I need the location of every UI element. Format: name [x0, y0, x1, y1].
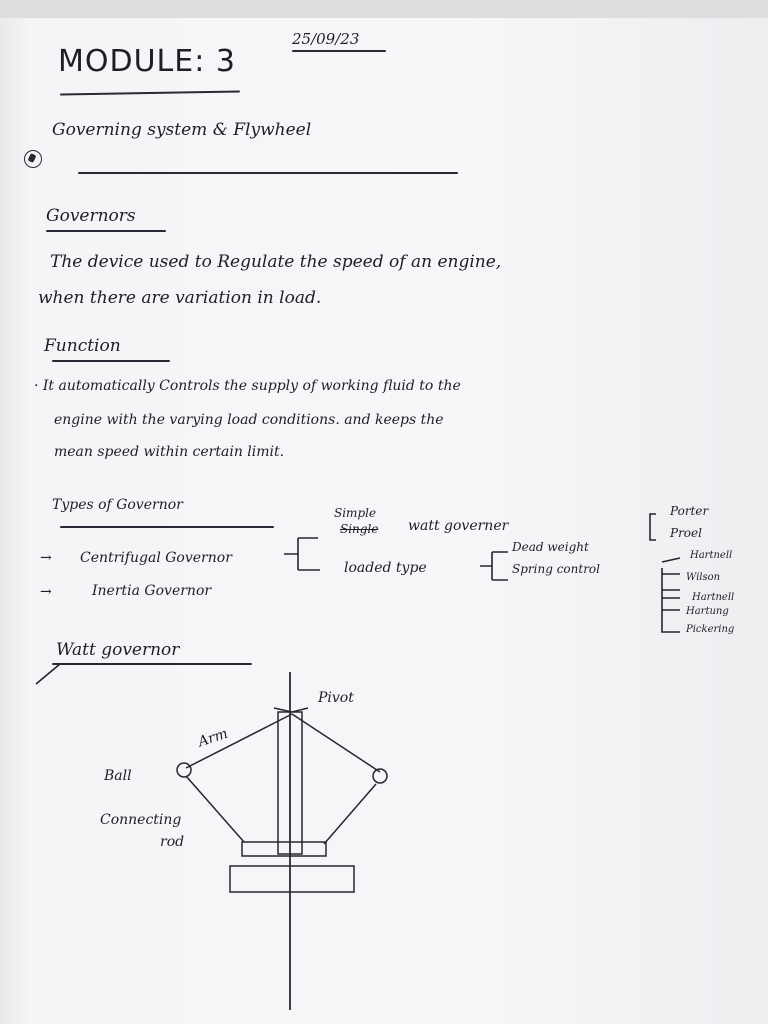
- right-connecting-rod: [324, 784, 376, 844]
- type-centrifugal: Centrifugal Governor: [80, 550, 232, 566]
- watt-heading-tick: [36, 664, 60, 684]
- spring-control-brace-lower: [662, 590, 680, 632]
- spacer: [60, 560, 288, 568]
- watt-heading: Watt governor: [56, 640, 180, 660]
- left-connecting-rod: [186, 776, 244, 842]
- leaf-hartung: Hartung: [686, 606, 729, 617]
- watt-governor-diagram: [177, 672, 387, 1010]
- label-ball: Ball: [104, 768, 132, 784]
- dead-weight-brace: [650, 514, 656, 540]
- leaf-porter: Porter: [670, 504, 709, 518]
- right-ball: [373, 769, 387, 783]
- label-simple: Simple: [334, 506, 377, 520]
- right-arm: [292, 714, 380, 772]
- leaf-wilson: Wilson: [686, 572, 721, 583]
- function-line-2: engine with the varying load conditions. and keeps the: [54, 412, 444, 428]
- left-ball: [177, 763, 191, 777]
- loaded-type-brace: [480, 552, 508, 580]
- branch-spring-control: Spring control: [512, 562, 600, 576]
- arrow-right-icon: →: [40, 584, 52, 600]
- governors-heading: Governors: [46, 206, 136, 226]
- function-heading: Function: [44, 336, 121, 356]
- label-single-struck: Single: [340, 522, 379, 536]
- definition-line-2: when there are variation in load.: [38, 288, 322, 308]
- types-heading: Types of Governor: [52, 497, 183, 513]
- type-inertia: Inertia Governor: [92, 583, 212, 599]
- module-heading: MODULE: 3: [58, 44, 236, 79]
- leaf-hartnell-2: Hartnell: [692, 592, 735, 603]
- date: 25/09/23: [292, 30, 360, 48]
- topic-title: Governing system & Flywheel: [52, 120, 312, 140]
- centrifugal-branch-brace: [284, 538, 320, 570]
- branch-dead-weight: Dead weight: [512, 540, 589, 554]
- branch-loaded-type: loaded type: [344, 560, 427, 576]
- leaf-pickering: Pickering: [686, 624, 735, 635]
- leaf-hartnell: Hartnell: [690, 550, 733, 561]
- types-tree-connectors: [36, 514, 680, 684]
- definition-line-1: The device used to Regulate the speed of an engine,: [50, 252, 502, 272]
- base-block: [230, 866, 354, 892]
- label-pivot: Pivot: [318, 690, 354, 706]
- function-line-1: · It automatically Controls the supply of working fluid to the: [34, 378, 461, 394]
- label-arm: Arm: [196, 725, 230, 751]
- left-arm: [186, 714, 292, 768]
- spring-control-brace: [662, 558, 680, 590]
- branch-watt-governor: watt governer: [408, 518, 509, 534]
- label-rod: rod: [160, 834, 185, 850]
- arrow-right-icon: →: [40, 550, 52, 566]
- function-line-3: mean speed within certain limit.: [54, 444, 285, 460]
- leaf-proel: Proel: [670, 526, 702, 540]
- label-connecting: Connecting: [100, 812, 182, 828]
